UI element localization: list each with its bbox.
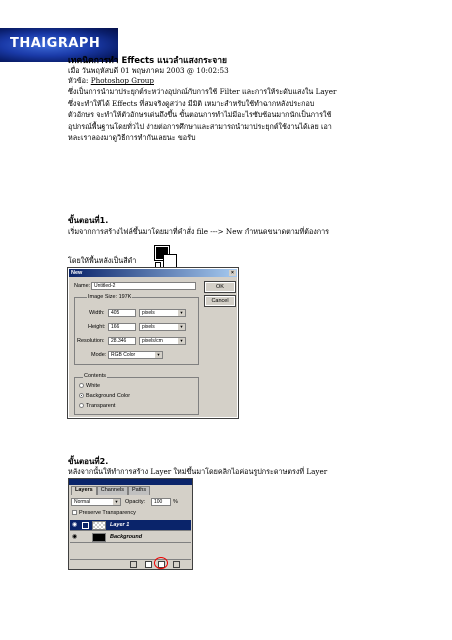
dialog-titlebar xyxy=(69,269,237,277)
intro-line: ซึ่งเป็นการนำมาประยุกต์ระหว่างอุปกณ์กับการใช้ Filter และการให้ระดับแสงใน Layer xyxy=(68,87,337,96)
width-unit-value: pixels xyxy=(142,310,155,316)
blend-mode-value: Normal xyxy=(74,499,91,505)
opacity-unit: % xyxy=(173,499,178,505)
height-label: Height: xyxy=(88,324,106,330)
article-title: เทคนิคการทำ Effects แนวลำแสงกระจาย xyxy=(68,56,227,66)
new-file-dialog xyxy=(68,268,238,418)
ok-button[interactable]: OK xyxy=(205,282,235,292)
dialog-title: New xyxy=(71,270,83,276)
category-label: หัวข้อ: xyxy=(68,76,89,85)
eye-icon[interactable]: ◉ xyxy=(72,534,78,540)
logo-text: THAIGRAPH xyxy=(10,36,101,51)
radio-label: Transparent xyxy=(86,403,116,409)
radio-white[interactable] xyxy=(79,383,100,389)
resolution-label: Resolution: xyxy=(77,338,105,344)
chevron-down-icon: ▼ xyxy=(156,352,161,357)
resolution-unit-value: pixels/cm xyxy=(142,338,163,344)
intro-line: ซึ่งจะทำให้ได้ Effects ที่สมจริงดูสว่าง มีมิติ เหมาะสำหรับใช้ทำฉากหลังประกอบ xyxy=(68,98,315,108)
mode-label: Mode: xyxy=(91,352,107,358)
name-label: Name: xyxy=(74,283,91,289)
height-field[interactable]: 166 xyxy=(108,323,136,331)
layer-thumbnail xyxy=(92,533,106,542)
layer-row[interactable] xyxy=(70,532,191,543)
eye-icon[interactable]: ◉ xyxy=(72,522,78,528)
chevron-down-icon: ▼ xyxy=(179,324,184,329)
checkbox-icon xyxy=(72,510,77,515)
palette-tabs xyxy=(71,486,150,495)
blend-mode-select[interactable] xyxy=(71,498,121,506)
intro-line: อุปกรณ์พื้นฐานโดยทั่วไป ง่ายต่อการศึกษาและสามารถนำมาประยุกต์ใช้งานได้เลย เอา xyxy=(68,121,332,131)
chevron-down-icon: ▼ xyxy=(179,310,184,315)
opacity-field[interactable]: 100 xyxy=(151,498,171,506)
step2-text: หลังจากนั้นให้ทำการสร้าง Layer ใหม่ขึ้นมาโดยคลิกไอค่อนรูปกระดาษตรงที่ Layer xyxy=(68,467,328,476)
resolution-unit-select[interactable] xyxy=(139,337,186,345)
name-field[interactable]: Untitled-2 xyxy=(91,282,196,290)
palette-titlebar xyxy=(69,479,192,485)
height-unit-select[interactable] xyxy=(139,323,186,331)
tab-channels[interactable]: Channels xyxy=(97,486,128,495)
article-date: เมื่อ วันพฤหัสบดี 01 พฤษภาคม 2003 @ 10:02:53 xyxy=(68,66,229,75)
mask-icon[interactable] xyxy=(130,561,137,568)
layer-name: Background xyxy=(110,534,143,540)
category-link[interactable]: Photoshop Group xyxy=(90,76,155,85)
mode-select[interactable] xyxy=(108,351,163,359)
layer-thumbnail xyxy=(92,521,106,530)
brush-icon xyxy=(82,522,89,529)
image-size-label: Image Size: 197K xyxy=(88,294,132,300)
step1-heading: ขั้นตอนที่1. xyxy=(68,216,109,225)
intro-paragraph xyxy=(68,86,388,144)
color-swatch-icon xyxy=(155,246,179,268)
intro-line: หละเราลองมาดูวิธีการทำกันเลยนะ ขอรับ xyxy=(68,133,196,142)
folder-icon[interactable] xyxy=(145,561,152,568)
step1-text-2: โดยให้พื้นหลังเป็นสีดำ xyxy=(68,256,137,265)
resolution-field[interactable]: 28.346 xyxy=(108,337,136,345)
width-unit-select[interactable] xyxy=(139,309,186,317)
radio-label: White xyxy=(86,383,101,389)
step2-heading: ขั้นตอนที่2. xyxy=(68,457,109,466)
step1-text: เริ่มจากการสร้างไฟล์ขึ้นมาโดยมาที่คำสั่ง file ---> New กำหนดขนาดตามที่ต้องการ xyxy=(68,227,330,236)
chevron-down-icon: ▼ xyxy=(114,499,119,504)
radio-transparent[interactable] xyxy=(79,403,115,409)
checkbox-label: Preserve Transparency xyxy=(79,510,136,516)
palette-footer xyxy=(70,559,191,568)
height-unit-value: pixels xyxy=(142,324,155,330)
width-field[interactable]: 405 xyxy=(108,309,136,317)
layer-row[interactable] xyxy=(70,520,191,531)
mode-value: RGB Color xyxy=(111,352,136,358)
radio-icon xyxy=(79,403,84,408)
radio-label: Background Color xyxy=(86,393,131,399)
radio-icon xyxy=(79,383,84,388)
trash-icon[interactable] xyxy=(173,561,180,568)
opacity-label: Opacity: xyxy=(125,499,146,505)
width-label: Width: xyxy=(89,310,105,316)
cancel-button[interactable]: Cancel xyxy=(205,296,235,306)
highlight-circle xyxy=(154,557,168,569)
contents-label: Contents xyxy=(84,373,107,379)
intro-line: ตัวอักษร จะทำให้ตัวอักษรเด่นถึงขึ้น ขั้นตอนการทำไม่มีอะไรซับซ้อนมากนักเป็นการใช้ xyxy=(68,110,332,119)
close-icon[interactable]: × xyxy=(229,270,236,276)
radio-selected-icon xyxy=(79,393,84,398)
chevron-down-icon: ▼ xyxy=(179,338,184,343)
tab-layers[interactable]: Layers xyxy=(71,486,97,495)
layers-palette xyxy=(68,478,193,570)
radio-background-color[interactable] xyxy=(79,393,130,399)
tab-paths[interactable]: Paths xyxy=(128,486,150,495)
layer-name: Layer 1 xyxy=(110,522,130,528)
preserve-transparency-checkbox[interactable] xyxy=(72,510,136,516)
